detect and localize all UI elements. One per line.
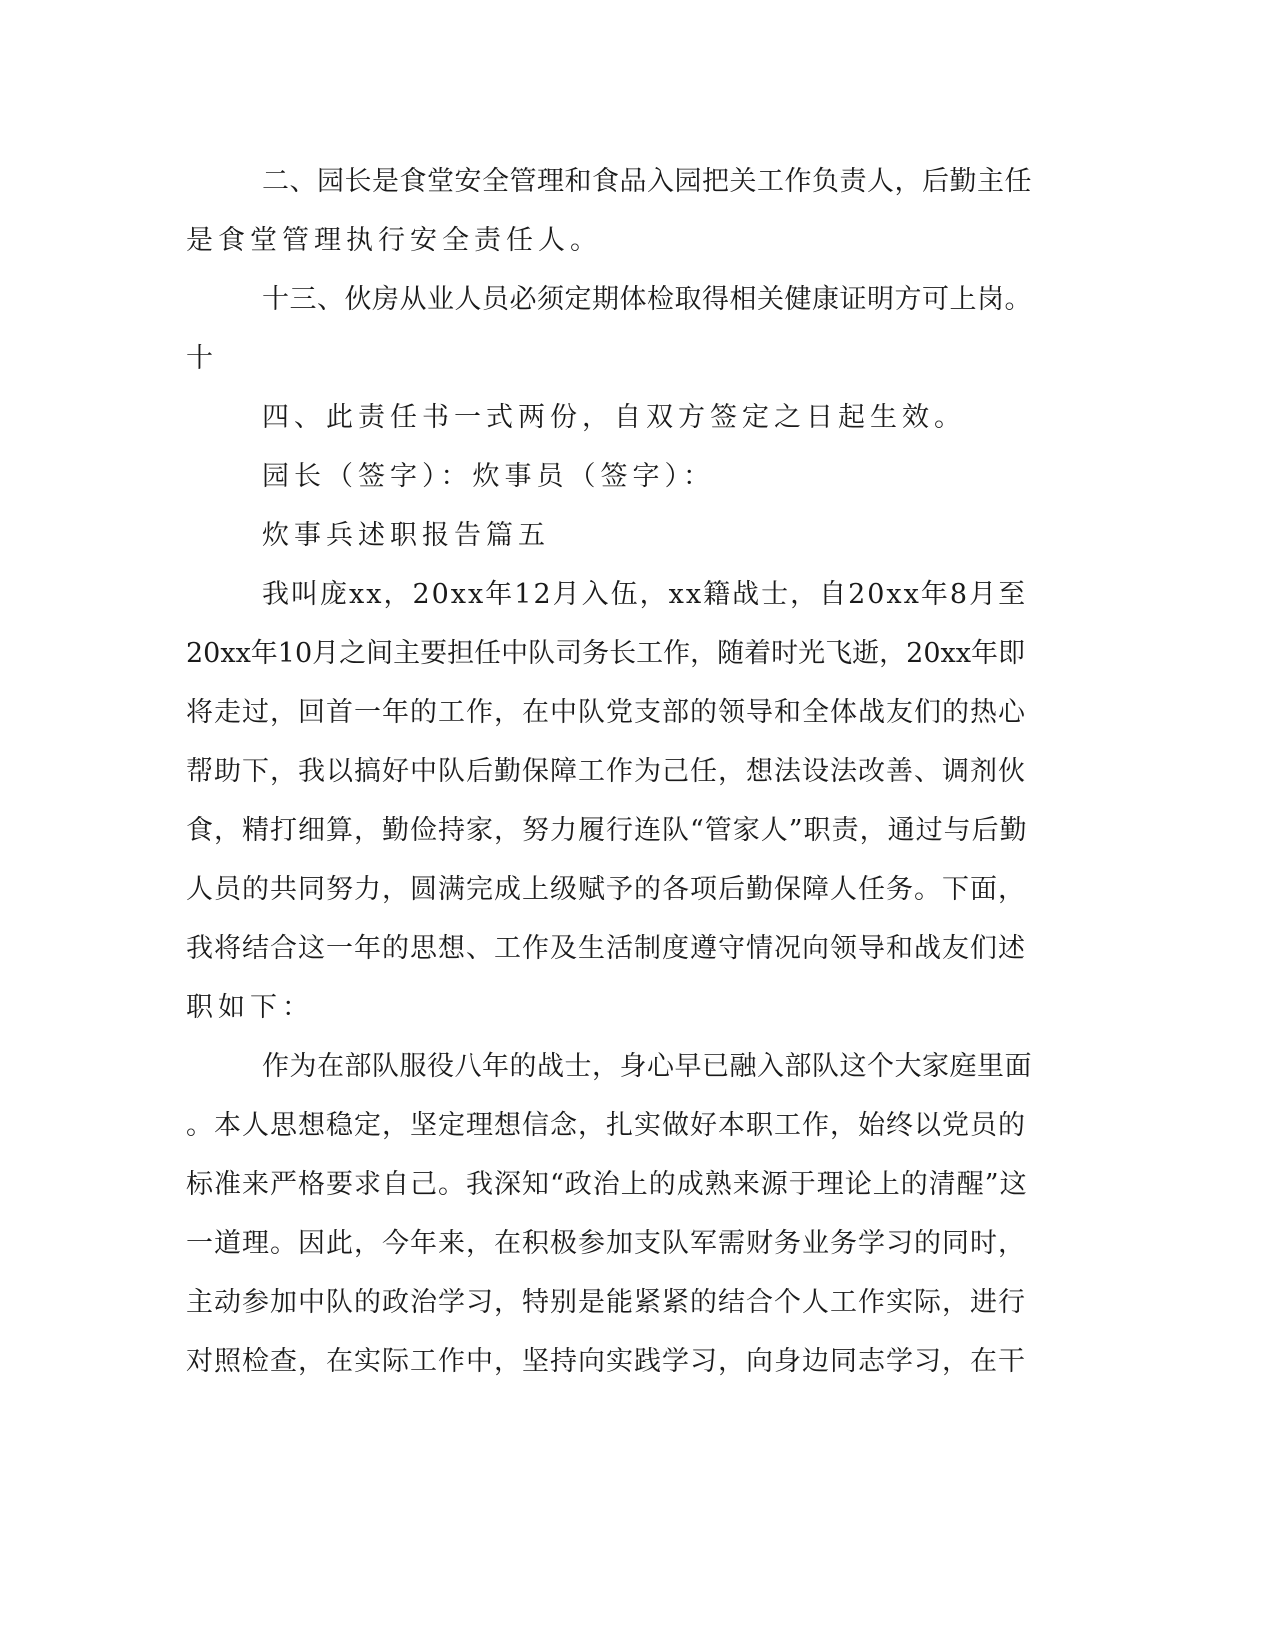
text-line: 对照检查，在实际工作中，坚持向实践学习，向身边同志学习，在干	[186, 1346, 1026, 1377]
text-line: 帮助下，我以搞好中队后勤保障工作为己任，想法设法改善、调剂伙	[186, 756, 1026, 787]
section-heading: 炊事兵述职报告篇五	[262, 520, 550, 551]
text-line: 十	[186, 343, 218, 374]
text-line: 标准来严格要求自己。我深知“政治上的成熟来源于理论上的清醒”这	[186, 1169, 1028, 1200]
text-line: 我叫庞xx，20xx年12月入伍，xx籍战士，自20xx年8月至	[262, 579, 1028, 610]
text-line: 20xx年10月之间主要担任中队司务长工作，随着时光飞逝，20xx年即	[186, 638, 1025, 669]
text-line: 是食堂管理执行安全责任人。	[186, 225, 602, 256]
text-line: 我将结合这一年的思想、工作及生活制度遵守情况向领导和战友们述	[186, 933, 1026, 964]
text-line: 职如下：	[186, 992, 314, 1023]
text-line: 十三、伙房从业人员必须定期体检取得相关健康证明方可上岗。	[262, 284, 1032, 315]
text-line: 主动参加中队的政治学习，特别是能紧紧的结合个人工作实际，进行	[186, 1287, 1026, 1318]
signature-line: 园长（签字）：炊事员（签字）：	[262, 461, 715, 492]
text-line: 将走过，回首一年的工作，在中队党支部的领导和全体战友们的热心	[186, 697, 1026, 728]
text-line: 。本人思想稳定，坚定理想信念，扎实做好本职工作，始终以党员的	[186, 1110, 1026, 1141]
text-line: 二、园长是食堂安全管理和食品入园把关工作负责人，后勤主任	[262, 166, 1032, 197]
text-line: 四、此责任书一式两份，自双方签定之日起生效。	[262, 402, 966, 433]
text-line: 一道理。因此，今年来，在积极参加支队军需财务业务学习的同时，	[186, 1228, 1026, 1259]
text-line: 食，精打细算，勤俭持家，努力履行连队“管家人”职责，通过与后勤	[186, 815, 1028, 846]
text-line: 人员的共同努力，圆满完成上级赋予的各项后勤保障人任务。下面，	[186, 874, 1026, 905]
text-line: 作为在部队服役八年的战士，身心早已融入部队这个大家庭里面	[262, 1051, 1032, 1082]
